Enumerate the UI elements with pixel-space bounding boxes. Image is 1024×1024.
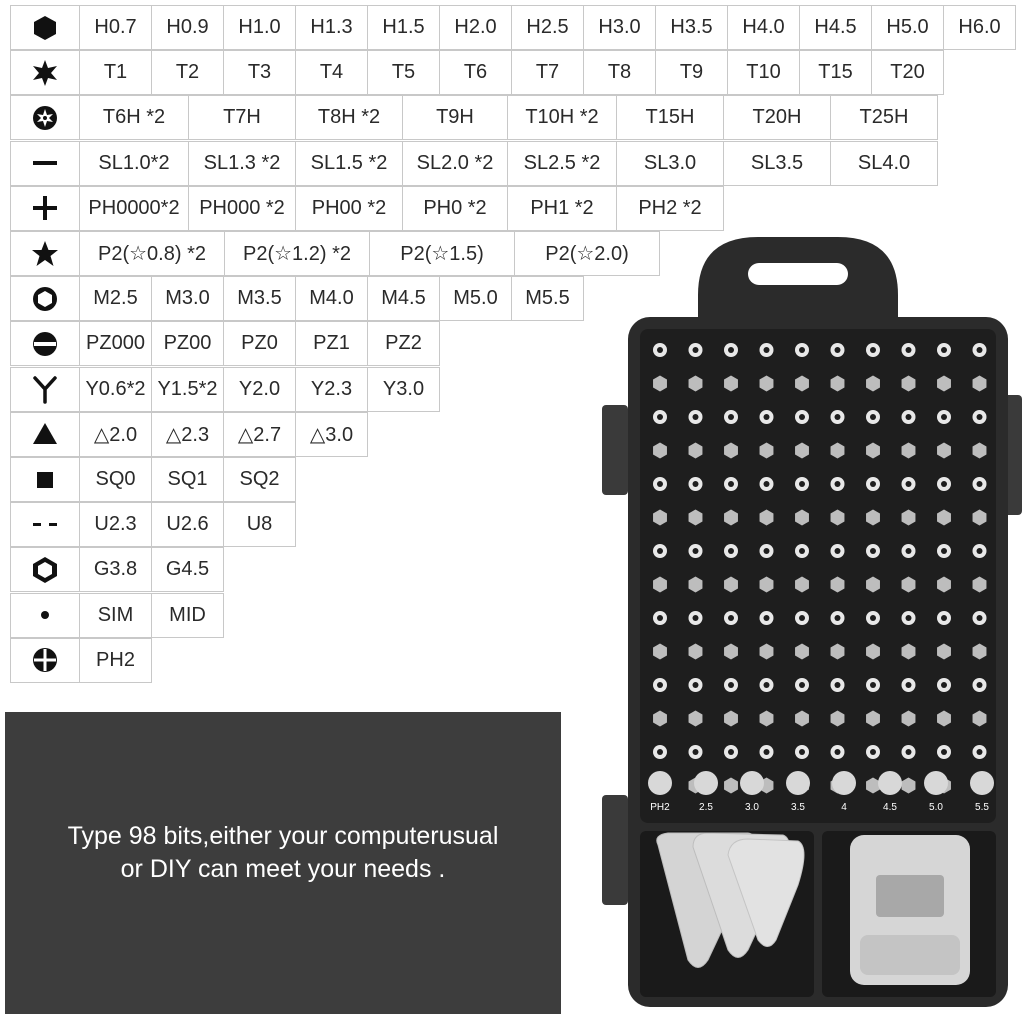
table-cell: P2(☆0.8) *2 — [79, 231, 225, 276]
table-cell: H1.3 — [295, 5, 368, 50]
u-shape-icon — [10, 502, 80, 547]
bit — [795, 410, 809, 424]
table-cell: PH00 *2 — [295, 186, 403, 231]
bit — [902, 745, 916, 759]
banner-text — [13, 820, 553, 886]
bit — [795, 544, 809, 558]
table-cell: M5.5 — [511, 276, 584, 321]
bit — [902, 410, 916, 424]
bit — [973, 678, 987, 692]
tri-wing-icon — [10, 367, 80, 412]
bit — [973, 477, 987, 491]
banner-line-2: or DIY can meet your needs . — [120, 855, 446, 883]
bit — [902, 611, 916, 625]
table-cell: H3.5 — [655, 5, 728, 50]
torx-icon — [10, 50, 80, 95]
bit — [760, 678, 774, 692]
handle-base — [860, 935, 960, 975]
table-cell: PZ1 — [295, 321, 368, 366]
left-hinge-bottom — [602, 795, 628, 905]
table-cell: PZ2 — [367, 321, 440, 366]
bit — [724, 477, 738, 491]
bit — [653, 611, 667, 625]
table-cell: H4.0 — [727, 5, 800, 50]
table-cell: G3.8 — [79, 547, 152, 592]
bit — [831, 477, 845, 491]
bit — [937, 544, 951, 558]
table-cell: G4.5 — [151, 547, 224, 592]
table-cell: H5.0 — [871, 5, 944, 50]
bit — [724, 678, 738, 692]
table-cell: H1.5 — [367, 5, 440, 50]
table-cell: M3.5 — [223, 276, 296, 321]
table-cell: PH2 — [79, 638, 152, 683]
sim-icon — [10, 593, 80, 638]
table-cell: T6H *2 — [79, 95, 189, 140]
bit — [902, 544, 916, 558]
bit — [689, 544, 703, 558]
bit — [689, 611, 703, 625]
table-cell: Y2.0 — [223, 367, 296, 412]
bit — [653, 544, 667, 558]
bit — [724, 745, 738, 759]
bit — [795, 745, 809, 759]
table-row — [10, 367, 439, 412]
table-row — [10, 638, 151, 683]
table-cell: T10 — [727, 50, 800, 95]
bit — [795, 477, 809, 491]
bit — [937, 410, 951, 424]
torx-hole-icon — [10, 95, 80, 140]
table-cell: H4.5 — [799, 5, 872, 50]
table-cell: SQ0 — [79, 457, 152, 502]
bit — [724, 544, 738, 558]
table-row — [10, 5, 1015, 50]
table-cell: H6.0 — [943, 5, 1016, 50]
table-row — [10, 321, 439, 366]
table-cell: △2.3 — [151, 412, 224, 457]
table-row — [10, 593, 223, 638]
bit — [689, 477, 703, 491]
bit — [653, 678, 667, 692]
socket-label: 3.0 — [745, 802, 759, 813]
table-cell: T9 — [655, 50, 728, 95]
bit — [724, 410, 738, 424]
bit — [866, 410, 880, 424]
cross-circle-icon — [10, 638, 80, 683]
bit — [760, 410, 774, 424]
bit — [724, 611, 738, 625]
table-row — [10, 141, 937, 186]
pozidriv-icon — [10, 321, 80, 366]
table-cell: SL1.5 *2 — [295, 141, 403, 186]
table-cell: T7H — [188, 95, 296, 140]
socket-bit — [878, 771, 902, 795]
table-cell: H0.9 — [151, 5, 224, 50]
description-banner — [5, 712, 561, 1014]
bit — [831, 678, 845, 692]
bit — [689, 745, 703, 759]
socket-bit — [970, 771, 994, 795]
table-cell: PH0000*2 — [79, 186, 189, 231]
bit — [689, 678, 703, 692]
table-cell: T15H — [616, 95, 724, 140]
table-cell: M2.5 — [79, 276, 152, 321]
socket-label: 2.5 — [699, 802, 713, 813]
bit — [866, 343, 880, 357]
gear-hex-icon — [10, 547, 80, 592]
bit — [866, 611, 880, 625]
table-cell: H1.0 — [223, 5, 296, 50]
table-cell: T7 — [511, 50, 584, 95]
screwdriver-kit-image — [598, 235, 1024, 1024]
table-cell: SL4.0 — [830, 141, 938, 186]
socket-label: 3.5 — [791, 802, 805, 813]
bit — [831, 343, 845, 357]
bit — [973, 410, 987, 424]
square-icon — [10, 457, 80, 502]
table-cell: PZ00 — [151, 321, 224, 366]
table-row — [10, 95, 937, 140]
table-cell: P2(☆2.0) — [514, 231, 660, 276]
table-row — [10, 412, 367, 457]
table-cell: T15 — [799, 50, 872, 95]
table-cell: SQ2 — [223, 457, 296, 502]
table-cell: PH0 *2 — [402, 186, 508, 231]
table-cell: △3.0 — [295, 412, 368, 457]
pentalobe-icon — [10, 231, 80, 276]
table-cell: T8H *2 — [295, 95, 403, 140]
bit — [973, 745, 987, 759]
table-cell: P2(☆1.2) *2 — [224, 231, 370, 276]
table-cell: H0.7 — [79, 5, 152, 50]
table-cell: PH1 *2 — [507, 186, 617, 231]
bit — [795, 611, 809, 625]
bit — [973, 343, 987, 357]
table-cell: SL1.3 *2 — [188, 141, 296, 186]
socket-label: 5.0 — [929, 802, 943, 813]
handle-slot — [876, 875, 944, 917]
table-cell: T25H — [830, 95, 938, 140]
hex-icon — [10, 5, 80, 50]
socket-label: 4 — [841, 802, 847, 813]
socket-bit — [648, 771, 672, 795]
table-cell: U8 — [223, 502, 296, 547]
table-cell: M4.0 — [295, 276, 368, 321]
table-cell: PH2 *2 — [616, 186, 724, 231]
table-cell: T20H — [723, 95, 831, 140]
table-row — [10, 276, 583, 321]
table-cell: M4.5 — [367, 276, 440, 321]
socket-bit — [740, 771, 764, 795]
bit — [760, 745, 774, 759]
table-cell: Y3.0 — [367, 367, 440, 412]
left-hinge-top — [602, 405, 628, 495]
bit — [653, 477, 667, 491]
bit — [973, 544, 987, 558]
table-cell: Y0.6*2 — [79, 367, 152, 412]
banner-line-1: Type 98 bits,either your computerusual — [67, 822, 499, 850]
table-cell: T20 — [871, 50, 944, 95]
table-cell: SIM — [79, 593, 152, 638]
bit — [902, 477, 916, 491]
bit — [689, 410, 703, 424]
table-cell: T6 — [439, 50, 512, 95]
bit — [866, 477, 880, 491]
table-row — [10, 50, 943, 95]
bit — [760, 544, 774, 558]
bit — [760, 611, 774, 625]
bit — [902, 678, 916, 692]
table-cell: △2.0 — [79, 412, 152, 457]
phillips-icon — [10, 186, 80, 231]
bit — [831, 611, 845, 625]
bit — [831, 544, 845, 558]
slotted-icon — [10, 141, 80, 186]
bit — [831, 410, 845, 424]
hex-socket-icon — [10, 276, 80, 321]
table-cell: SL2.5 *2 — [507, 141, 617, 186]
hanger-hole — [748, 263, 848, 285]
table-cell: △2.7 — [223, 412, 296, 457]
table-row — [10, 502, 295, 547]
table-cell: M3.0 — [151, 276, 224, 321]
bit — [653, 410, 667, 424]
socket-label: 5.5 — [975, 802, 989, 813]
bit — [902, 343, 916, 357]
triangle-icon — [10, 412, 80, 457]
bit — [831, 745, 845, 759]
bit — [795, 678, 809, 692]
table-cell: SL2.0 *2 — [402, 141, 508, 186]
table-cell: H2.0 — [439, 5, 512, 50]
table-cell: T4 — [295, 50, 368, 95]
table-cell: MID — [151, 593, 224, 638]
bit — [760, 343, 774, 357]
socket-bit — [786, 771, 810, 795]
table-row — [10, 547, 223, 592]
table-row — [10, 457, 295, 502]
bit — [724, 343, 738, 357]
kit-illustration — [598, 235, 1024, 1024]
bit — [937, 678, 951, 692]
bit — [866, 745, 880, 759]
bit — [937, 477, 951, 491]
bit — [689, 343, 703, 357]
bit — [937, 611, 951, 625]
table-cell: SQ1 — [151, 457, 224, 502]
table-cell: T1 — [79, 50, 152, 95]
bit — [795, 343, 809, 357]
table-cell: PZ000 — [79, 321, 152, 366]
table-cell: SL3.5 — [723, 141, 831, 186]
table-cell: P2(☆1.5) — [369, 231, 515, 276]
bit — [973, 611, 987, 625]
socket-bit — [832, 771, 856, 795]
socket-label: PH2 — [650, 802, 670, 813]
table-cell: U2.3 — [79, 502, 152, 547]
table-cell: T5 — [367, 50, 440, 95]
bit — [866, 544, 880, 558]
table-cell: SL3.0 — [616, 141, 724, 186]
bit — [653, 343, 667, 357]
bit — [653, 745, 667, 759]
table-cell: Y2.3 — [295, 367, 368, 412]
table-cell: T9H — [402, 95, 508, 140]
bit — [937, 343, 951, 357]
table-cell: T2 — [151, 50, 224, 95]
bit — [760, 477, 774, 491]
table-cell: T10H *2 — [507, 95, 617, 140]
table-cell: U2.6 — [151, 502, 224, 547]
bit — [937, 745, 951, 759]
table-cell: H3.0 — [583, 5, 656, 50]
table-row — [10, 231, 659, 276]
table-cell: H2.5 — [511, 5, 584, 50]
table-cell: SL1.0*2 — [79, 141, 189, 186]
socket-bit — [694, 771, 718, 795]
table-cell: PZ0 — [223, 321, 296, 366]
table-cell: T3 — [223, 50, 296, 95]
table-cell: PH000 *2 — [188, 186, 296, 231]
table-cell: T8 — [583, 50, 656, 95]
socket-label: 4.5 — [883, 802, 897, 813]
socket-bit — [924, 771, 948, 795]
bit — [866, 678, 880, 692]
table-cell: Y1.5*2 — [151, 367, 224, 412]
table-cell: M5.0 — [439, 276, 512, 321]
table-row — [10, 186, 723, 231]
